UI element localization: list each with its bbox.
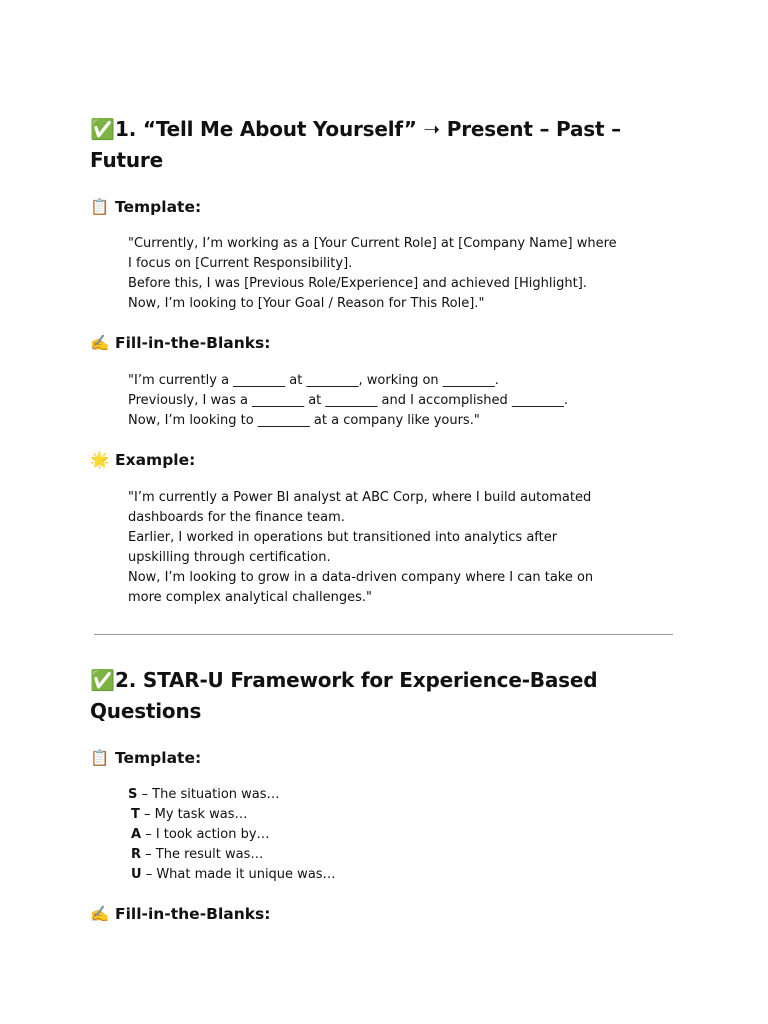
clipboard-icon: 📋 — [90, 749, 110, 767]
star-u-text: – I took action by… — [141, 827, 270, 842]
template-heading-1 — [90, 197, 201, 217]
star-u-item — [128, 805, 668, 825]
check-mark-icon: ✅ — [90, 668, 115, 692]
star-u-text: – The situation was… — [137, 787, 280, 802]
star-u-list — [128, 785, 668, 885]
example-line: Earlier, I worked in operations but transitioned into analytics after — [128, 530, 558, 545]
star-u-letter: S — [128, 787, 138, 802]
star-u-item — [128, 865, 668, 885]
example-heading — [90, 450, 195, 470]
example-line: upskilling through certification. — [128, 550, 331, 565]
section-1-heading-text: 1. “Tell Me About Yourself” ➝ Present – Past – Future — [90, 117, 621, 172]
section-2-heading-text: 2. STAR-U Framework for Experience-Based Questions — [90, 668, 598, 723]
fill-in-label-1: Fill-in-the-Blanks: — [115, 334, 271, 352]
section-1-heading — [90, 114, 670, 176]
writing-hand-icon: ✍️ — [90, 905, 110, 923]
glowing-star-icon: 🌟 — [90, 451, 110, 469]
template-line: I focus on [Current Responsibility]. — [128, 256, 353, 271]
star-u-text: – My task was… — [139, 807, 248, 822]
example-line: "I’m currently a Power BI analyst at ABC Corp, where I build automated — [128, 490, 592, 505]
section-2-heading — [90, 665, 670, 727]
fill-in-line: Previously, I was a ________ at ________ and I accomplished ________. — [128, 393, 568, 408]
example-label: Example: — [115, 451, 196, 469]
star-u-item — [128, 825, 668, 845]
fill-in-heading-1 — [90, 333, 270, 353]
template-line: Now, I’m looking to [Your Goal / Reason for This Role]." — [128, 296, 485, 311]
template-label-2: Template: — [115, 749, 202, 767]
star-u-text: – What made it unique was… — [141, 867, 336, 882]
horizontal-divider — [94, 634, 673, 635]
star-u-letter: T — [131, 807, 140, 822]
star-u-letter: A — [131, 827, 142, 842]
star-u-text: – The result was… — [141, 847, 264, 862]
example-line: more complex analytical challenges." — [128, 590, 373, 605]
writing-hand-icon: ✍️ — [90, 334, 110, 352]
template-line: "Currently, I’m working as a [Your Current Role] at [Company Name] where — [128, 236, 617, 251]
star-u-letter: R — [131, 847, 142, 862]
clipboard-icon: 📋 — [90, 198, 110, 216]
example-line: Now, I’m looking to grow in a data-driven company where I can take on — [128, 570, 594, 585]
star-u-item — [128, 785, 668, 805]
fill-in-text-1 — [128, 371, 668, 431]
template-text-1 — [128, 234, 668, 314]
template-heading-2 — [90, 748, 201, 768]
template-label-1: Template: — [115, 198, 202, 216]
fill-in-label-2: Fill-in-the-Blanks: — [115, 905, 271, 923]
fill-in-line: "I’m currently a ________ at ________, working on ________. — [128, 373, 499, 388]
fill-in-heading-2 — [90, 904, 270, 924]
example-line: dashboards for the finance team. — [128, 510, 345, 525]
example-text — [128, 488, 668, 608]
star-u-letter: U — [131, 867, 142, 882]
fill-in-line: Now, I’m looking to ________ at a company like yours." — [128, 413, 480, 428]
star-u-item — [128, 845, 668, 865]
template-line: Before this, I was [Previous Role/Experience] and achieved [Highlight]. — [128, 276, 587, 291]
check-mark-icon: ✅ — [90, 117, 115, 141]
